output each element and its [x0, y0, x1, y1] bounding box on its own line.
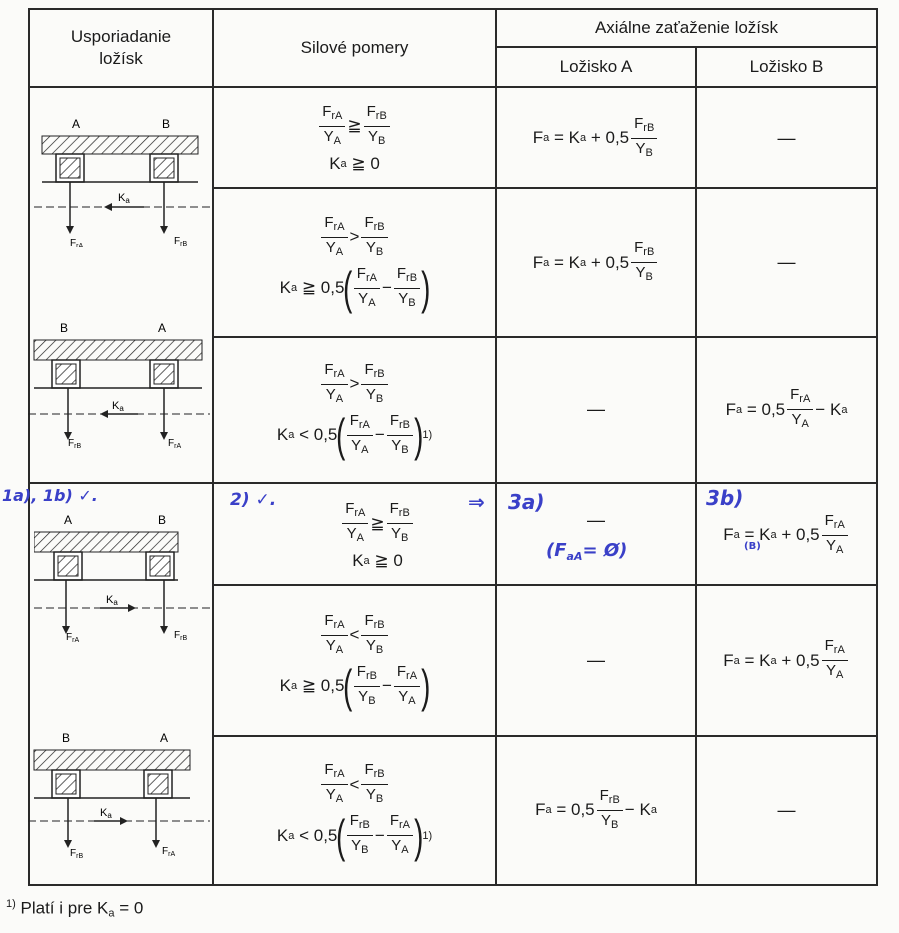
frac-fra-ya: $\frac{F_{rA}}{Y_A}$ [319, 103, 345, 150]
diagram-3-load-left: $F_{rA}$ [66, 632, 80, 643]
header-axial-load [497, 10, 876, 46]
diagram-2-label-right: A [158, 321, 167, 335]
handwritten-arrow: ⇒ [468, 490, 485, 514]
diagram-3-label-right: B [158, 513, 167, 527]
row-line-4 [212, 584, 878, 586]
footnote: $^{1)}$ Platí i pre $K_a = 0$ [6, 898, 144, 920]
condition-row-2: $\frac{F_{rA}}{Y_A}$ > $\frac{F_{rB}}{Y_B}$ K a ≧ 0,5 ( $\frac{F_{rA}}{Y_A}$ − $\frac{F_{rB}}{Y_B}$ ) [279, 213, 431, 314]
diagram-2-load-left: $F_{rB}$ [68, 438, 82, 448]
bearing-b-formula-row-5: F a = K a + 0,5 $\frac{F_{rA}}{Y_A}$ [697, 587, 876, 734]
diagram-1-axial-label: Ka [118, 192, 130, 205]
bearing-b-formula-row-1: — [777, 127, 796, 148]
bearing-diagram-2 [28, 318, 210, 448]
table-border-bottom [28, 884, 878, 886]
bearing-diagram-1 [34, 112, 210, 247]
bearing-a-formula-row-5: — [587, 650, 605, 670]
bearing-b-formula-row-2: — [777, 252, 796, 272]
diagram-2-label-left: B [60, 321, 69, 335]
diagram-3-load-right: $F_{rB}$ [174, 630, 188, 642]
handwritten-note-2: 2) ✓. [230, 490, 277, 510]
header-bearing-a-text: Ložisko A [559, 57, 633, 76]
diagram-4-axial-label: Ka [100, 807, 112, 820]
header-arrangement [30, 20, 212, 76]
header-forces [214, 28, 495, 68]
diagram-4-load-left: $F_{rB}$ [70, 848, 84, 858]
handwritten-note-1: 1a), 1b) ✓. [2, 486, 98, 505]
diagram-2-axial-label: Ka [112, 400, 124, 413]
row-line-3 [28, 482, 878, 484]
condition-row-1: $\frac{F_{rA}}{Y_A}$ ≧ $\frac{F_{rB}}{Y_B}$ K a ≧ 0 [214, 90, 495, 186]
diagram-1-label-right: B [162, 117, 171, 131]
header-bearing-b-text: Ložisko B [749, 57, 824, 76]
diagram-1-load-right: $F_{rB}$ [174, 236, 188, 247]
diagram-1-label-left: A [72, 117, 81, 131]
condition-row-3: $\frac{F_{rA}}{Y_A}$ > $\frac{F_{rB}}{Y_B}$ K a < 0,5 ( $\frac{F_{rA}}{Y_A}$ − $\frac{F_{rB}}{Y_B}$ ) 1) [276, 360, 433, 461]
bearing-b-formula-row-6: — [777, 799, 796, 820]
handwritten-note-3a: 3a) [508, 490, 545, 514]
header-axial-load-text: Axiálne zaťaženie ložísk [594, 18, 779, 37]
bearing-b-formula-row-4: F a = K a + 0,5 $\frac{F_{rA}}{Y_A}$ [697, 500, 876, 570]
header-bearing-b [697, 48, 876, 86]
diagram-4-label-right: A [160, 731, 169, 745]
header-bottom [28, 86, 878, 88]
bearing-b-formula-row-3: F a = 0,5 $\frac{F_{rA}}{Y_A}$ − K a [725, 386, 848, 430]
diagram-2-load-right: $F_{rA}$ [168, 438, 182, 448]
handwritten-fa-zero: ($F_{aA}=$ Ø) [546, 540, 628, 563]
bearing-a-formula-row-3: — [587, 399, 605, 419]
handwritten-b-mark: (B) [744, 541, 761, 552]
diagram-3-axial-label: Ka [106, 594, 118, 607]
header-arrangement-text: Usporiadanie ložísk [70, 27, 172, 68]
relation-sign: ≧ [347, 116, 362, 135]
diagram-4-load-right: $F_{rA}$ [162, 846, 176, 858]
diagram-1-load-left: $F_{rA}$ [70, 238, 84, 247]
bearing-a-formula-row-1: F a = K a + 0,5 $\frac{F_{rB}}{Y_B}$ [497, 90, 695, 186]
row-line-1 [212, 187, 878, 189]
diagram-3-label-left: A [64, 513, 73, 527]
bearing-a-formula-row-4: — [587, 509, 605, 530]
condition-row-6: $\frac{F_{rA}}{Y_A}$ < $\frac{F_{rB}}{Y_B}$ K a < 0,5 ( $\frac{F_{rB}}{Y_B}$ − $\frac{F_{rA}}{Y_A}$ ) 1) [276, 761, 433, 862]
bearing-a-formula-row-2: F a = K a + 0,5 $\frac{F_{rB}}{Y_B}$ [497, 190, 695, 335]
bearing-a-formula-row-6: F a = 0,5 $\frac{F_{rB}}{Y_B}$ − K a [535, 786, 657, 831]
condition-row-4: $\frac{F_{rA}}{Y_A}$ ≧ $\frac{F_{rB}}{Y_B}$ K a ≧ 0 [260, 488, 495, 583]
header-forces-text: Silové pomery [300, 38, 409, 57]
diagram-4-label-left: B [62, 731, 71, 745]
bearing-diagram-4 [28, 728, 210, 858]
condition-row-5: $\frac{F_{rA}}{Y_A}$ < $\frac{F_{rB}}{Y_B}$ K a ≧ 0,5 ( $\frac{F_{rB}}{Y_B}$ − $\frac{F_{rA}}{Y_A}$ ) [279, 611, 431, 712]
table-border-right [876, 8, 878, 886]
header-bearing-a [497, 48, 695, 86]
bearing-diagram-3 [34, 508, 210, 643]
handwritten-note-3b: 3b) [706, 486, 744, 510]
frac-frb-yb: $\frac{F_{rB}}{Y_B}$ [364, 103, 390, 150]
